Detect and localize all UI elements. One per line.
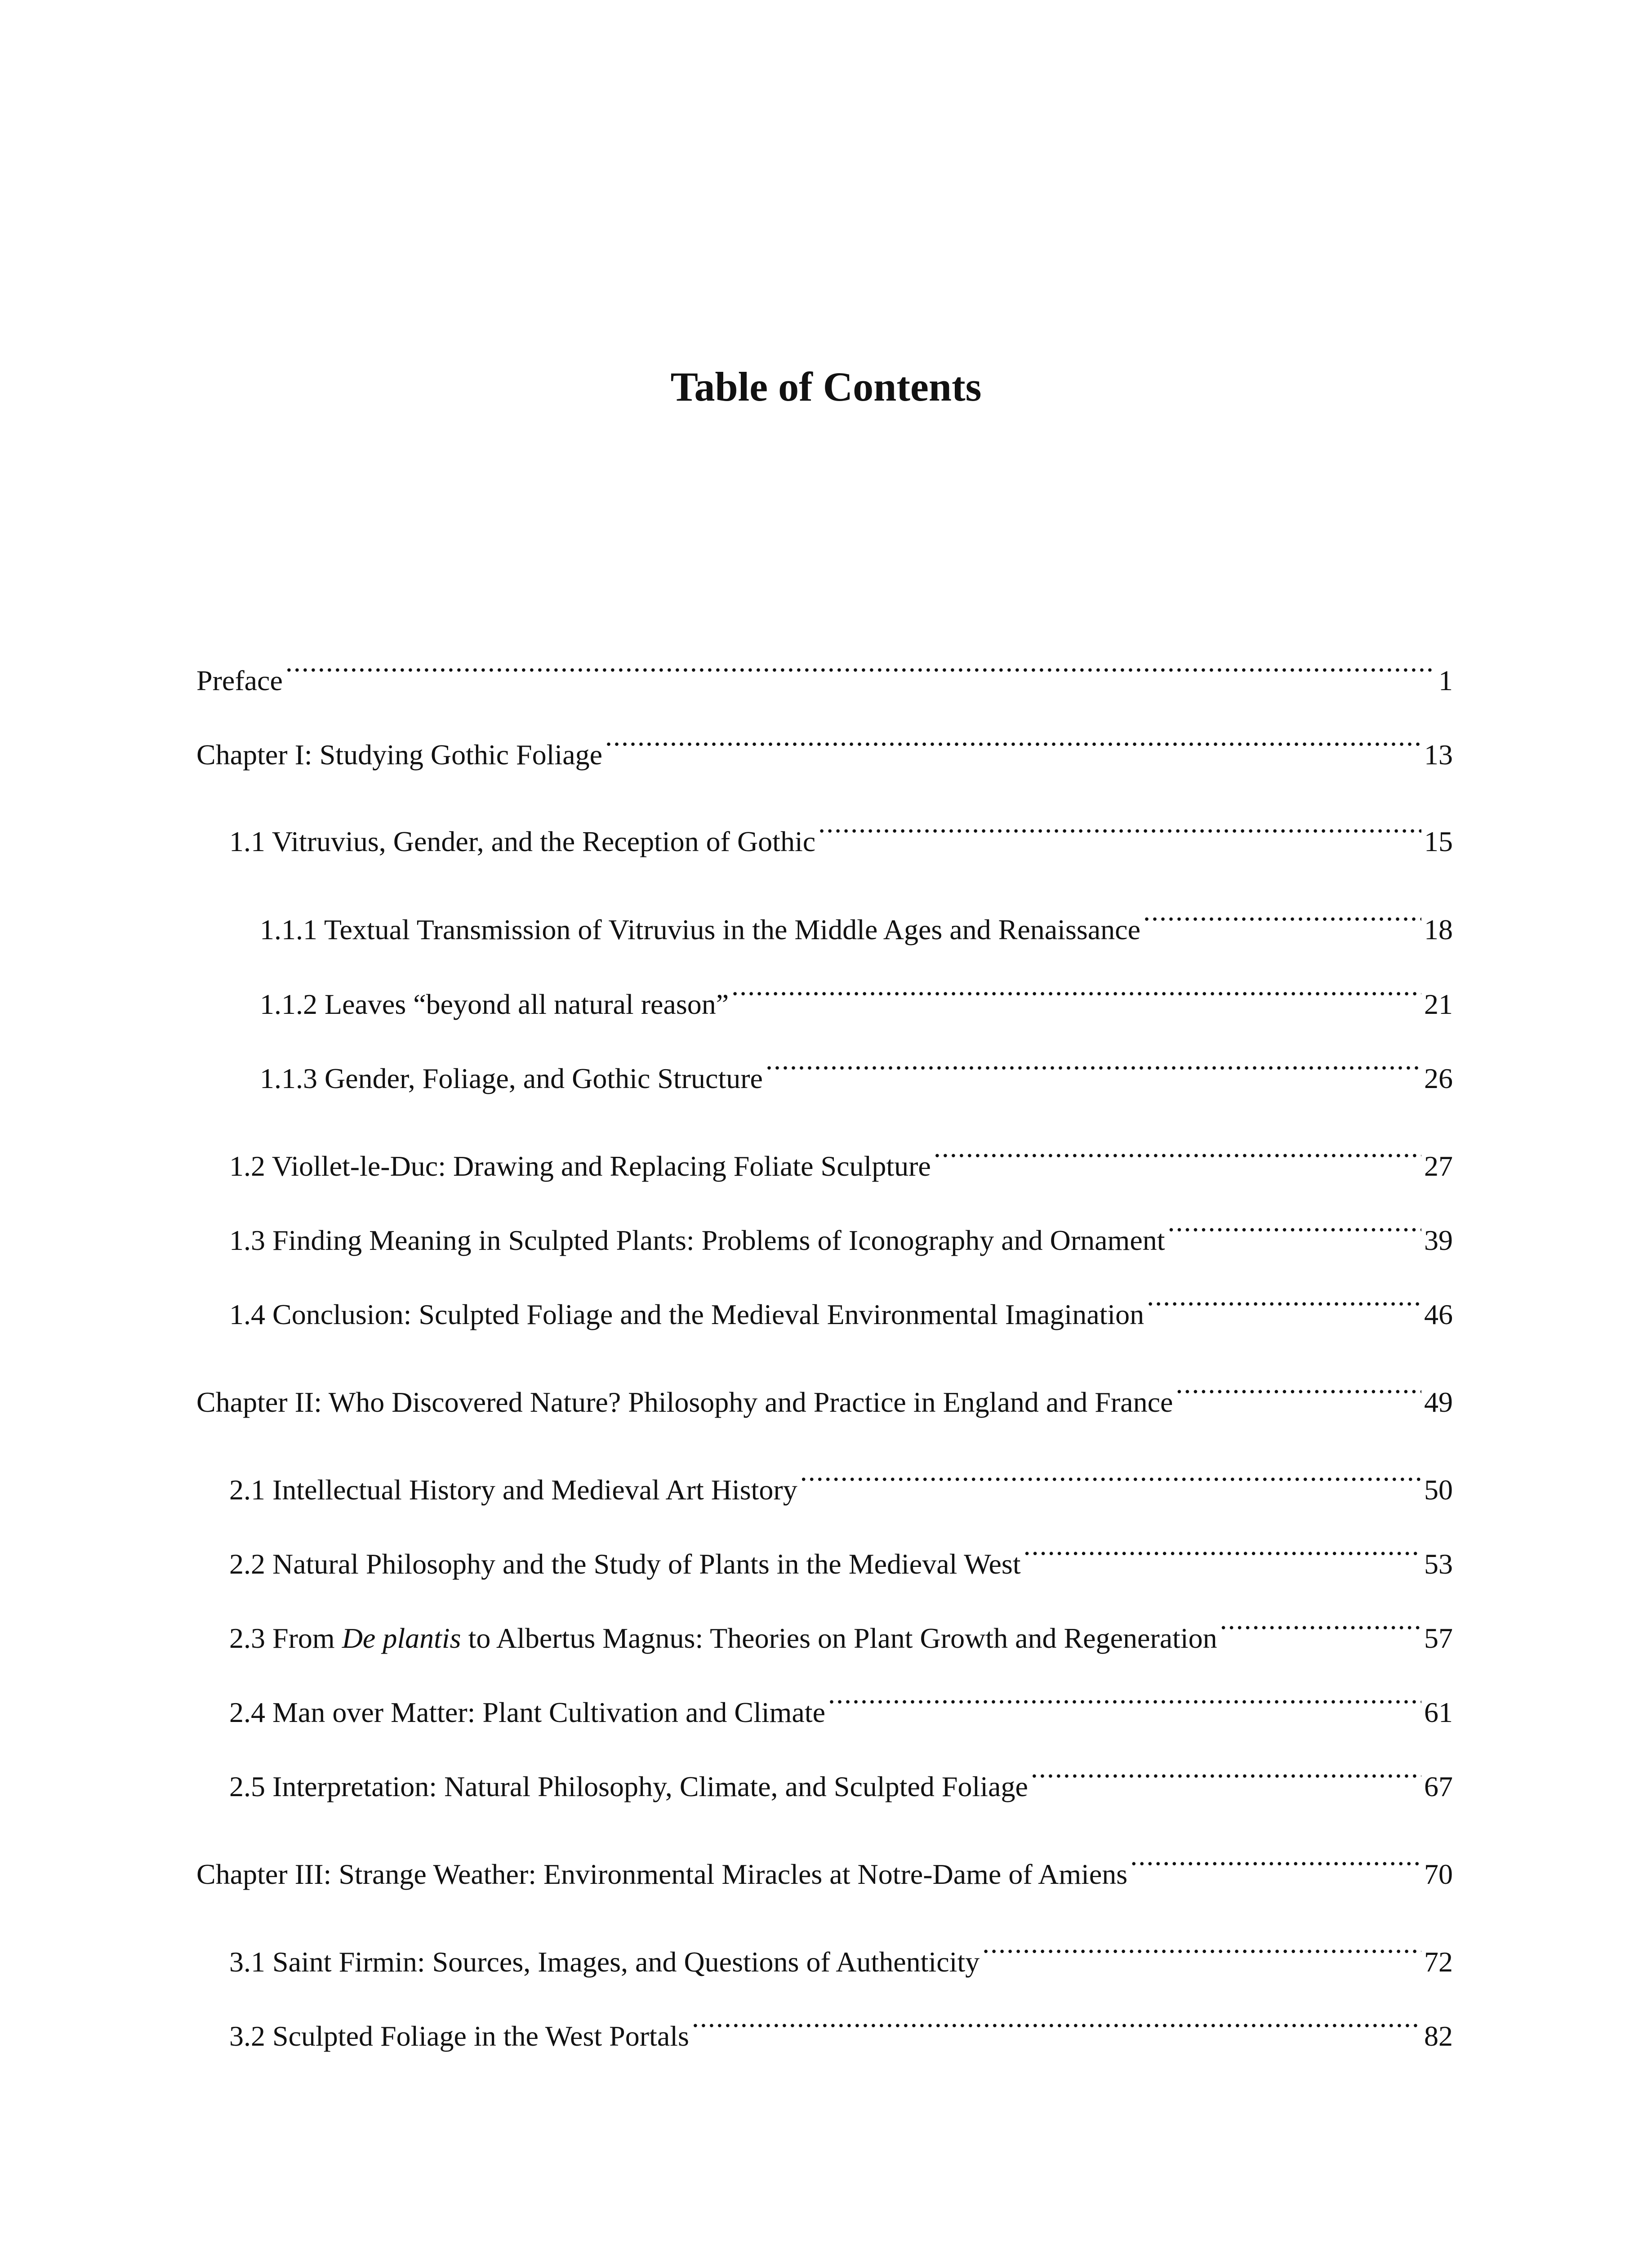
toc-entry-page: 18 [1424, 914, 1453, 946]
toc-entry-page: 26 [1424, 1062, 1453, 1094]
toc-entry-page: 39 [1424, 1224, 1453, 1256]
toc-entry-label-prefix: 2.3 From [229, 1622, 342, 1654]
toc-entry-chapter-3 [196, 1843, 1453, 1890]
toc-entry-label: 1.3 Finding Meaning in Sculpted Plants: Problems of Iconography and Ornament [229, 1224, 1165, 1256]
toc-entry-page: 27 [1424, 1150, 1453, 1182]
toc-entry-chapter-2 [196, 1371, 1453, 1418]
dot-leader [605, 724, 1421, 764]
toc-entry-page: 21 [1424, 988, 1453, 1020]
toc-entry-1-3 [229, 1209, 1453, 1256]
toc-entry-page: 82 [1424, 2020, 1453, 2052]
toc-entry-label: 1.1.2 Leaves “beyond all natural reason” [260, 988, 729, 1020]
toc-entry-2-5 [229, 1756, 1453, 1802]
toc-entry-1-4 [229, 1284, 1453, 1330]
toc-entry-page: 13 [1424, 739, 1453, 771]
dot-leader [828, 1682, 1421, 1722]
dot-leader [1024, 1533, 1421, 1574]
dot-leader [1176, 1371, 1421, 1412]
toc-entry-label: 1.1.3 Gender, Foliage, and Gothic Structure [260, 1062, 763, 1094]
toc-entry-label: Chapter III: Strange Weather: Environmental Miracles at Notre-Dame of Amiens [196, 1858, 1128, 1890]
toc-entry-page: 57 [1424, 1622, 1453, 1654]
toc-entry-2-3 [229, 1607, 1453, 1654]
dot-leader [818, 811, 1421, 851]
toc-entry-page: 50 [1424, 1474, 1453, 1506]
toc-entry-label: Preface [196, 665, 283, 696]
dot-leader [1168, 1209, 1422, 1250]
dot-leader [1147, 1284, 1421, 1324]
dot-leader [1143, 899, 1421, 939]
page-title: Table of Contents [670, 364, 982, 410]
toc-entry-page: 15 [1424, 825, 1453, 857]
toc-entry-label: Chapter II: Who Discovered Nature? Philosophy and Practice in England and France [196, 1386, 1173, 1418]
toc-entry-page: 61 [1424, 1696, 1453, 1728]
dot-leader [1031, 1756, 1421, 1796]
toc-entry-2-1 [229, 1459, 1453, 1506]
toc-entry-label: 1.4 Conclusion: Sculpted Foliage and the Medieval Environmental Imagination [229, 1298, 1144, 1330]
toc-entry-2-4 [229, 1682, 1453, 1728]
toc-entry-label: 1.2 Viollet-le-Duc: Drawing and Replacing Foliate Sculpture [229, 1150, 931, 1182]
toc-entry-2-2 [229, 1533, 1453, 1580]
dot-leader [982, 1931, 1421, 1971]
toc-entry-3-2 [229, 2005, 1453, 2052]
dot-leader [934, 1135, 1421, 1176]
toc-entry-page: 49 [1424, 1386, 1453, 1418]
toc-entry-page: 46 [1424, 1298, 1453, 1330]
dot-leader [285, 650, 1436, 690]
dot-leader [800, 1459, 1421, 1499]
toc-entry-label: 2.4 Man over Matter: Plant Cultivation and Climate [229, 1696, 825, 1728]
toc-entry-label: 2.2 Natural Philosophy and the Study of Plants in the Medieval West [229, 1548, 1021, 1580]
dot-leader [1220, 1607, 1421, 1648]
toc-entry-1-1-1 [260, 899, 1453, 946]
toc-entry-label: 2.5 Interpretation: Natural Philosophy, Climate, and Sculpted Foliage [229, 1771, 1028, 1802]
toc-entry-3-1 [229, 1931, 1453, 1978]
toc-entry-page: 67 [1424, 1771, 1453, 1802]
dot-leader [1130, 1843, 1421, 1884]
toc-entry-1-1-3 [260, 1048, 1453, 1094]
toc-entry-page: 53 [1424, 1548, 1453, 1580]
toc-entry-1-1-2 [260, 973, 1453, 1020]
toc-entry-label: 2.1 Intellectual History and Medieval Art History [229, 1474, 797, 1506]
toc-entry-label: Chapter I: Studying Gothic Foliage [196, 739, 602, 771]
toc-entry-label [229, 1618, 1217, 1659]
toc-entry-label: 3.1 Saint Firmin: Sources, Images, and Questions of Authenticity [229, 1946, 980, 1978]
toc-entry-page: 72 [1424, 1946, 1453, 1978]
toc-entry-label: 1.1 Vitruvius, Gender, and the Reception of Gothic [229, 825, 816, 857]
toc-entry-label: 1.1.1 Textual Transmission of Vitruvius in the Middle Ages and Renaissance [260, 914, 1140, 946]
toc-entry-label-suffix: to Albertus Magnus: Theories on Plant Growth and Regeneration [461, 1622, 1217, 1654]
toc-entry-1-1 [229, 811, 1453, 857]
toc-entry-page: 1 [1438, 665, 1453, 696]
toc-entry-1-2 [229, 1135, 1453, 1182]
toc-entry-page: 70 [1424, 1858, 1453, 1890]
toc-entry-label-italic: De plantis [342, 1622, 461, 1654]
dot-leader [766, 1048, 1421, 1088]
toc-entry-chapter-1 [196, 724, 1453, 771]
dot-leader [731, 973, 1421, 1014]
toc-entry-label: 3.2 Sculpted Foliage in the West Portals [229, 2020, 689, 2052]
dot-leader [692, 2005, 1421, 2046]
toc-entry-preface [196, 650, 1453, 696]
